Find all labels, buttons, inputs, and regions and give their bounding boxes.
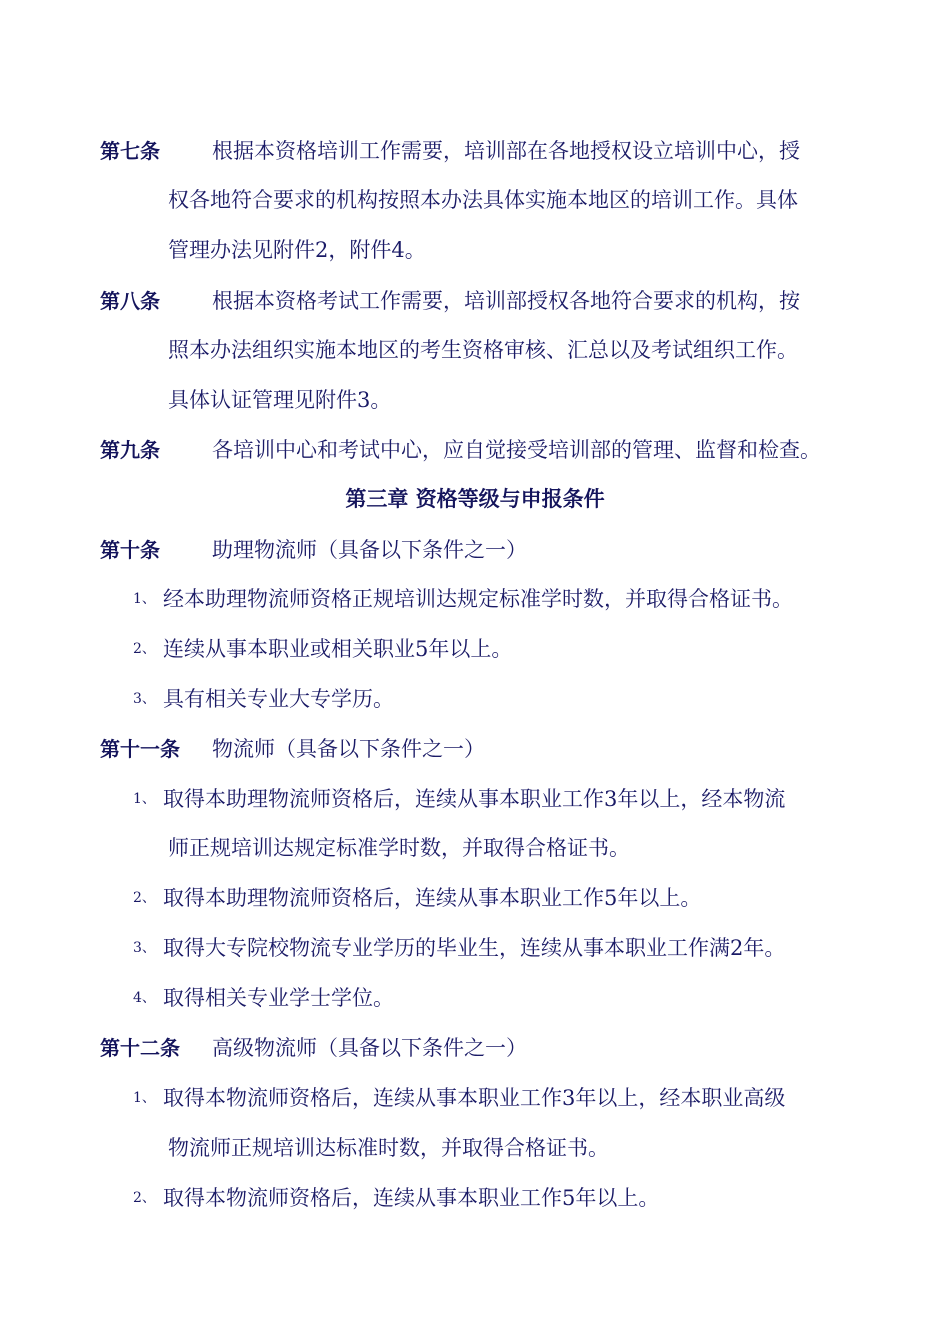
article-label: 第十二条 [100,1036,180,1060]
article-label: 第十一条 [100,737,180,761]
article-text: 根据本资格培训工作需要，培训部在各地授权设立培训中心，授 [212,139,800,163]
list-text: 经本助理物流师资格正规培训达规定标准学时数，并取得合格证书。 [163,587,793,611]
article-title: 物流师（具备以下条件之一） [212,737,485,761]
list-text: 取得本物流师资格后，连续从事本职业工作5年以上。 [163,1186,660,1210]
list-number: 3、 [133,691,156,707]
list-number: 4、 [133,990,156,1006]
article-label: 第十条 [100,538,160,562]
list-text: 具有相关专业大专学历。 [163,687,394,711]
article-label: 第八条 [100,289,160,313]
list-number: 2、 [133,1190,156,1206]
list-text: 取得本物流师资格后，连续从事本职业工作3年以上，经本职业高级 [163,1086,786,1110]
article-text: 具体认证管理见附件3。 [168,388,392,412]
list-number: 2、 [133,641,156,657]
article-title: 高级物流师（具备以下条件之一） [212,1036,527,1060]
list-number: 1、 [133,591,156,607]
list-number: 3、 [133,940,156,956]
list-text: 取得本助理物流师资格后，连续从事本职业工作5年以上。 [163,886,702,910]
chapter-heading: 第三章 资格等级与申报条件 [345,487,605,511]
list-number: 1、 [133,791,156,807]
article-label: 第七条 [100,139,160,163]
list-text: 取得相关专业学士学位。 [163,986,394,1010]
article-text: 根据本资格考试工作需要，培训部授权各地符合要求的机构，按 [212,289,800,313]
article-text: 各培训中心和考试中心，应自觉接受培训部的管理、监督和检查。 [212,438,821,462]
list-text: 取得本助理物流师资格后，连续从事本职业工作3年以上，经本物流 [163,787,786,811]
article-title: 助理物流师（具备以下条件之一） [212,538,527,562]
list-number: 2、 [133,890,156,906]
list-text: 取得大专院校物流专业学历的毕业生，连续从事本职业工作满2年。 [163,936,786,960]
list-text: 师正规培训达规定标准学时数，并取得合格证书。 [168,836,630,860]
article-text: 管理办法见附件2，附件4。 [168,238,426,262]
list-text: 连续从事本职业或相关职业5年以上。 [163,637,513,661]
list-number: 1、 [133,1090,156,1106]
article-text: 权各地符合要求的机构按照本办法具体实施本地区的培训工作。具体 [168,188,798,212]
article-label: 第九条 [100,438,160,462]
article-text: 照本办法组织实施本地区的考生资格审核、汇总以及考试组织工作。 [168,338,798,362]
list-text: 物流师正规培训达标准时数，并取得合格证书。 [168,1136,609,1160]
